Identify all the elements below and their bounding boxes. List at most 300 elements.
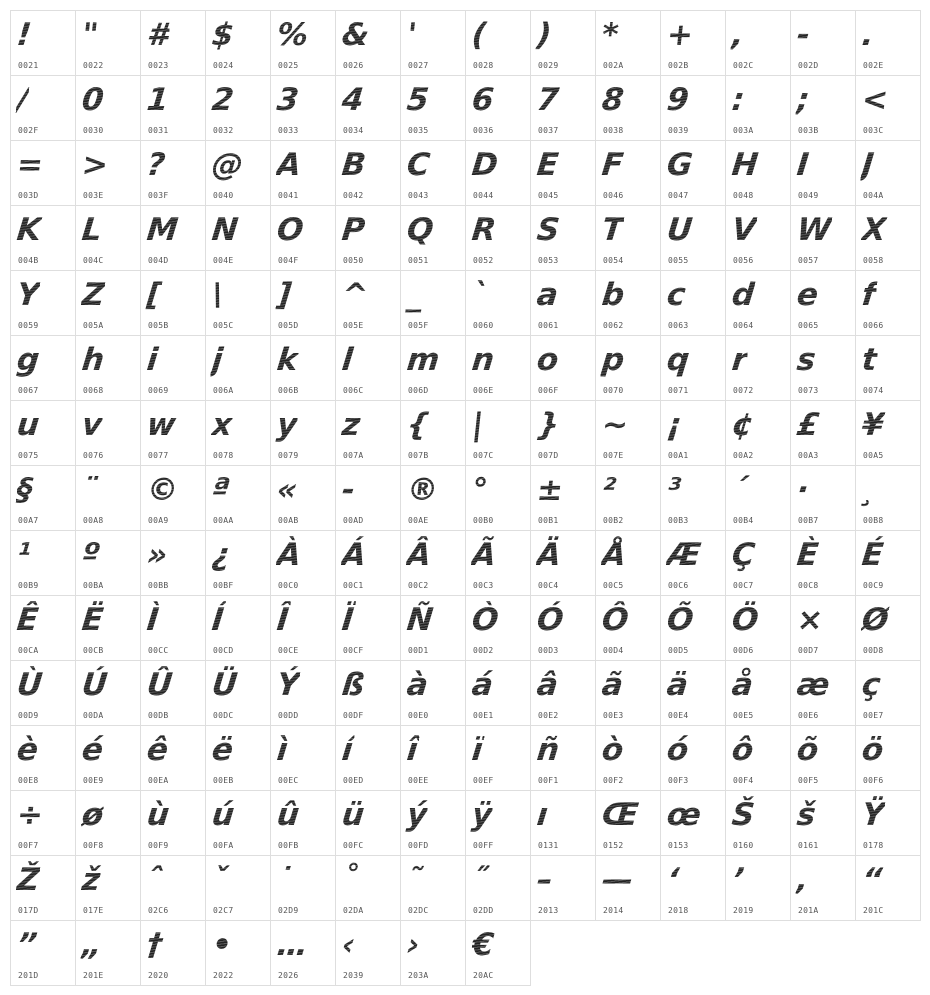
glyph-codepoint: 00D9 [18, 711, 39, 720]
glyph-sample: a [535, 277, 560, 313]
glyph-sample: Ý [275, 667, 302, 703]
glyph-sample: Ÿ [860, 797, 887, 833]
glyph-sample: D [470, 147, 500, 183]
glyph-sample: ˇ [210, 862, 230, 898]
glyph-cell [660, 10, 726, 76]
glyph-codepoint: 006E [473, 386, 494, 395]
glyph-cell [725, 205, 791, 271]
glyph-codepoint: 0051 [408, 256, 429, 265]
glyph-codepoint: 0072 [733, 386, 754, 395]
glyph-codepoint: 004B [18, 256, 39, 265]
glyph-sample: × [795, 602, 825, 638]
glyph-sample: Ú [80, 667, 110, 703]
glyph-cell [140, 530, 206, 596]
glyph-sample: Q [405, 212, 436, 248]
glyph-sample: ë [210, 732, 235, 768]
glyph-sample: 6 [470, 82, 496, 118]
glyph-sample: _ [405, 277, 425, 313]
glyph-codepoint: 0160 [733, 841, 754, 850]
glyph-sample: C [405, 147, 432, 183]
glyph-cell [205, 660, 271, 726]
glyph-cell [140, 790, 206, 856]
glyph-codepoint: 005D [278, 321, 299, 330]
glyph-cell [465, 10, 531, 76]
glyph-cell [790, 400, 856, 466]
glyph-codepoint: 0049 [798, 191, 819, 200]
glyph-codepoint: 007D [538, 451, 559, 460]
glyph-codepoint: 201D [18, 971, 39, 980]
glyph-cell [400, 660, 466, 726]
glyph-codepoint: 2022 [213, 971, 234, 980]
glyph-sample: “ [860, 862, 884, 898]
glyph-codepoint: 00C4 [538, 581, 559, 590]
glyph-codepoint: 00AB [278, 516, 299, 525]
glyph-codepoint: 2019 [733, 906, 754, 915]
glyph-codepoint: 0050 [343, 256, 364, 265]
glyph-cell [75, 530, 141, 596]
glyph-cell [400, 75, 466, 141]
glyph-sample: · [795, 472, 811, 508]
glyph-cell [75, 920, 141, 986]
glyph-codepoint: 00F5 [798, 776, 819, 785]
glyph-cell [335, 595, 401, 661]
glyph-cell [725, 595, 791, 661]
glyph-cell [855, 530, 921, 596]
glyph-sample: / [15, 82, 31, 118]
glyph-codepoint: 00A5 [863, 451, 884, 460]
glyph-codepoint: 0066 [863, 321, 884, 330]
glyph-codepoint: 00CB [83, 646, 104, 655]
glyph-sample: è [15, 732, 40, 768]
glyph-sample: ' [405, 17, 419, 53]
glyph-codepoint: 002B [668, 61, 689, 70]
glyph-sample: ` [470, 277, 490, 313]
glyph-codepoint: 00E3 [603, 711, 624, 720]
glyph-codepoint: 00D3 [538, 646, 559, 655]
glyph-sample: 3 [275, 82, 301, 118]
glyph-codepoint: 0073 [798, 386, 819, 395]
glyph-sample: – [535, 862, 555, 898]
glyph-sample: & [340, 17, 371, 53]
glyph-codepoint: 00FC [343, 841, 364, 850]
glyph-cell [465, 660, 531, 726]
glyph-cell [270, 205, 336, 271]
glyph-cell [140, 465, 206, 531]
glyph-codepoint: 007B [408, 451, 429, 460]
glyph-sample: z [340, 407, 362, 443]
glyph-codepoint: 006F [538, 386, 559, 395]
glyph-codepoint: 00F4 [733, 776, 754, 785]
glyph-cell [790, 140, 856, 206]
glyph-sample: * [600, 17, 621, 53]
glyph-sample: ó [665, 732, 691, 768]
glyph-sample: , [730, 17, 746, 53]
glyph-codepoint: 002F [18, 126, 39, 135]
glyph-codepoint: 0044 [473, 191, 494, 200]
glyph-sample: ß [340, 667, 367, 703]
glyph-sample: Y [15, 277, 42, 313]
glyph-sample: … [275, 927, 310, 963]
glyph-cell [75, 400, 141, 466]
glyph-sample: - [340, 472, 357, 508]
glyph-sample: º [80, 537, 102, 573]
glyph-codepoint: 00C6 [668, 581, 689, 590]
glyph-cell [140, 725, 206, 791]
glyph-codepoint: 00C1 [343, 581, 364, 590]
glyph-cell [530, 270, 596, 336]
glyph-sample: § [15, 472, 35, 508]
glyph-sample: î [405, 732, 420, 768]
glyph-sample: ž [80, 862, 102, 898]
glyph-codepoint: 0071 [668, 386, 689, 395]
glyph-cell [270, 790, 336, 856]
glyph-codepoint: 00D2 [473, 646, 494, 655]
glyph-cell [10, 465, 76, 531]
glyph-sample: + [665, 17, 695, 53]
glyph-codepoint: 00F1 [538, 776, 559, 785]
glyph-sample: T [600, 212, 626, 248]
glyph-sample: Ì [145, 602, 161, 638]
glyph-sample: ý [405, 797, 430, 833]
glyph-sample: K [15, 212, 43, 248]
glyph-sample: ø [80, 797, 106, 833]
glyph-cell [335, 400, 401, 466]
glyph-codepoint: 00CC [148, 646, 169, 655]
glyph-codepoint: 005F [408, 321, 429, 330]
glyph-codepoint: 003C [863, 126, 884, 135]
glyph-codepoint: 201C [863, 906, 884, 915]
glyph-cell [140, 75, 206, 141]
glyph-sample: Û [145, 667, 175, 703]
glyph-sample: ² [600, 472, 618, 508]
glyph-cell [335, 530, 401, 596]
glyph-cell [855, 75, 921, 141]
glyph-sample: ¢ [730, 407, 756, 443]
glyph-codepoint: 0068 [83, 386, 104, 395]
glyph-codepoint: 0152 [603, 841, 624, 850]
glyph-cell [725, 725, 791, 791]
glyph-codepoint: 004D [148, 256, 169, 265]
glyph-cell [205, 400, 271, 466]
glyph-cell [10, 660, 76, 726]
glyph-sample: å [730, 667, 755, 703]
glyph-codepoint: 0033 [278, 126, 299, 135]
glyph-codepoint: 004F [278, 256, 299, 265]
glyph-cell [595, 790, 661, 856]
glyph-sample: © [145, 472, 180, 508]
glyph-sample: ä [665, 667, 690, 703]
glyph-sample: ¸ [860, 472, 880, 508]
glyph-sample: v [80, 407, 105, 443]
glyph-codepoint: 017D [18, 906, 39, 915]
glyph-sample: ı [535, 797, 550, 833]
glyph-codepoint: 0065 [798, 321, 819, 330]
glyph-sample: á [470, 667, 495, 703]
glyph-cell [855, 465, 921, 531]
glyph-cell [530, 790, 596, 856]
glyph-codepoint: 00B1 [538, 516, 559, 525]
glyph-cell [10, 725, 76, 791]
glyph-codepoint: 0038 [603, 126, 624, 135]
glyph-sample: X [860, 212, 888, 248]
glyph-sample: w [145, 407, 178, 443]
glyph-cell [595, 855, 661, 921]
glyph-codepoint: 00F3 [668, 776, 689, 785]
glyph-cell [140, 920, 206, 986]
glyph-sample: ( [470, 17, 489, 53]
glyph-codepoint: 0067 [18, 386, 39, 395]
glyph-codepoint: 0054 [603, 256, 624, 265]
glyph-sample: Â [405, 537, 433, 573]
glyph-sample: % [275, 17, 310, 53]
glyph-cell [790, 335, 856, 401]
glyph-sample: † [145, 927, 165, 963]
glyph-sample: Ù [15, 667, 45, 703]
glyph-cell [335, 725, 401, 791]
glyph-codepoint: 00F7 [18, 841, 39, 850]
glyph-codepoint: 0043 [408, 191, 429, 200]
glyph-sample: r [730, 342, 750, 378]
glyph-codepoint: 0055 [668, 256, 689, 265]
glyph-codepoint: 002E [863, 61, 884, 70]
glyph-codepoint: 00A2 [733, 451, 754, 460]
glyph-codepoint: 0035 [408, 126, 429, 135]
glyph-codepoint: 00B8 [863, 516, 884, 525]
glyph-sample: W [795, 212, 834, 248]
glyph-codepoint: 0056 [733, 256, 754, 265]
glyph-sample: › [405, 927, 422, 963]
glyph-cell [335, 75, 401, 141]
glyph-cell [465, 725, 531, 791]
glyph-codepoint: 0041 [278, 191, 299, 200]
glyph-codepoint: 0076 [83, 451, 104, 460]
glyph-codepoint: 203A [408, 971, 429, 980]
glyph-codepoint: 0032 [213, 126, 234, 135]
glyph-sample: ª [210, 472, 232, 508]
glyph-codepoint: 00B4 [733, 516, 754, 525]
glyph-cell [465, 270, 531, 336]
glyph-codepoint: 00A7 [18, 516, 39, 525]
glyph-cell [270, 465, 336, 531]
glyph-cell [790, 10, 856, 76]
glyph-codepoint: 00C2 [408, 581, 429, 590]
glyph-sample: • [210, 927, 234, 963]
glyph-codepoint: 006A [213, 386, 234, 395]
glyph-codepoint: 0036 [473, 126, 494, 135]
glyph-codepoint: 007A [343, 451, 364, 460]
glyph-codepoint: 0074 [863, 386, 884, 395]
glyph-cell [465, 400, 531, 466]
glyph-codepoint: 02DC [408, 906, 429, 915]
glyph-cell [75, 75, 141, 141]
glyph-codepoint: 00B9 [18, 581, 39, 590]
glyph-codepoint: 00E2 [538, 711, 559, 720]
glyph-cell [75, 595, 141, 661]
glyph-cell [400, 205, 466, 271]
glyph-sample: ˆ [145, 862, 165, 898]
glyph-cell [205, 270, 271, 336]
glyph-codepoint: 004E [213, 256, 234, 265]
glyph-cell [75, 465, 141, 531]
glyph-sample: p [600, 342, 627, 378]
glyph-sample: - [795, 17, 812, 53]
glyph-cell [660, 790, 726, 856]
glyph-cell [595, 270, 661, 336]
glyph-cell [205, 595, 271, 661]
glyph-sample: õ [795, 732, 821, 768]
glyph-cell [790, 205, 856, 271]
glyph-codepoint: 005A [83, 321, 104, 330]
glyph-codepoint: 00E1 [473, 711, 494, 720]
glyph-cell [855, 790, 921, 856]
glyph-cell [75, 140, 141, 206]
glyph-sample: é [80, 732, 105, 768]
glyph-codepoint: 0045 [538, 191, 559, 200]
glyph-cell [205, 725, 271, 791]
glyph-codepoint: 0030 [83, 126, 104, 135]
glyph-codepoint: 201A [798, 906, 819, 915]
glyph-sample: À [275, 537, 303, 573]
glyph-codepoint: 004A [863, 191, 884, 200]
glyph-codepoint: 00BA [83, 581, 104, 590]
glyph-sample: ; [795, 82, 812, 118]
glyph-codepoint: 201E [83, 971, 104, 980]
glyph-cell [725, 855, 791, 921]
glyph-cell [660, 855, 726, 921]
glyph-cell [660, 465, 726, 531]
glyph-cell [75, 335, 141, 401]
glyph-cell [660, 530, 726, 596]
glyph-codepoint: 007E [603, 451, 624, 460]
glyph-sample: æ [795, 667, 832, 703]
glyph-cell [790, 595, 856, 661]
glyph-codepoint: 002A [603, 61, 624, 70]
glyph-codepoint: 00A9 [148, 516, 169, 525]
glyph-sample: s [795, 342, 818, 378]
glyph-codepoint: 00C5 [603, 581, 624, 590]
glyph-sample: Ä [535, 537, 563, 573]
glyph-codepoint: 0047 [668, 191, 689, 200]
glyph-sample: ˝ [470, 862, 490, 898]
glyph-codepoint: 2014 [603, 906, 624, 915]
glyph-sample: ‹ [340, 927, 357, 963]
glyph-cell [595, 400, 661, 466]
glyph-codepoint: 00FA [213, 841, 234, 850]
glyph-sample: O [275, 212, 306, 248]
glyph-cell [530, 855, 596, 921]
glyph-sample: ç [860, 667, 883, 703]
glyph-codepoint: 00D5 [668, 646, 689, 655]
glyph-cell [140, 400, 206, 466]
glyph-codepoint: 0046 [603, 191, 624, 200]
glyph-cell [140, 10, 206, 76]
glyph-cell [400, 790, 466, 856]
glyph-sample: ! [15, 17, 34, 53]
glyph-cell [75, 660, 141, 726]
glyph-cell [205, 205, 271, 271]
glyph-cell [595, 725, 661, 791]
glyph-sample: { [405, 407, 431, 443]
glyph-sample: B [340, 147, 368, 183]
glyph-cell [660, 270, 726, 336]
glyph-cell [400, 465, 466, 531]
glyph-sample: ö [860, 732, 886, 768]
glyph-sample: ^ [340, 277, 370, 313]
glyph-cell [790, 530, 856, 596]
glyph-codepoint: 00EC [278, 776, 299, 785]
glyph-sample: A [275, 147, 303, 183]
glyph-codepoint: 00EA [148, 776, 169, 785]
glyph-codepoint: 0039 [668, 126, 689, 135]
glyph-codepoint: 0061 [538, 321, 559, 330]
glyph-sample: ³ [665, 472, 683, 508]
glyph-codepoint: 0048 [733, 191, 754, 200]
glyph-codepoint: 0077 [148, 451, 169, 460]
glyph-sample: Ï [340, 602, 356, 638]
glyph-cell [855, 140, 921, 206]
glyph-cell [335, 790, 401, 856]
glyph-codepoint: 00CD [213, 646, 234, 655]
glyph-cell [465, 855, 531, 921]
glyph-codepoint: 2026 [278, 971, 299, 980]
glyph-cell [855, 725, 921, 791]
glyph-codepoint: 0064 [733, 321, 754, 330]
glyph-codepoint: 003B [798, 126, 819, 135]
glyph-codepoint: 00CF [343, 646, 364, 655]
glyph-codepoint: 0131 [538, 841, 559, 850]
glyph-sample: 5 [405, 82, 431, 118]
glyph-cell [530, 205, 596, 271]
glyph-codepoint: 00BF [213, 581, 234, 590]
glyph-sample: u [15, 407, 41, 443]
glyph-cell [270, 140, 336, 206]
glyph-sample: } [535, 407, 561, 443]
glyph-codepoint: 0029 [538, 61, 559, 70]
glyph-sample: \ [210, 277, 226, 313]
glyph-sample: Í [210, 602, 226, 638]
glyph-cell [10, 140, 76, 206]
glyph-sample: ì [275, 732, 290, 768]
glyph-codepoint: 2013 [538, 906, 559, 915]
glyph-cell [335, 920, 401, 986]
glyph-codepoint: 02D9 [278, 906, 299, 915]
glyph-codepoint: 004C [83, 256, 104, 265]
glyph-sample: ) [535, 17, 554, 53]
glyph-sample: ‚ [795, 862, 811, 898]
glyph-sample: ˚ [340, 862, 360, 898]
glyph-cell [465, 335, 531, 401]
glyph-cell [855, 400, 921, 466]
glyph-cell [790, 75, 856, 141]
glyph-sample: d [730, 277, 757, 313]
glyph-codepoint: 00E6 [798, 711, 819, 720]
glyph-cell [595, 465, 661, 531]
glyph-cell [335, 270, 401, 336]
glyph-sample: Ö [730, 602, 761, 638]
glyph-sample: ~ [600, 407, 630, 443]
glyph-codepoint: 00E8 [18, 776, 39, 785]
glyph-sample: I [795, 147, 811, 183]
glyph-cell [335, 205, 401, 271]
glyph-codepoint: 005C [213, 321, 234, 330]
glyph-cell [660, 335, 726, 401]
glyph-cell [270, 660, 336, 726]
glyph-codepoint: 0069 [148, 386, 169, 395]
glyph-sample: ” [15, 927, 39, 963]
glyph-codepoint: 00CA [18, 646, 39, 655]
glyph-sample: 1 [145, 82, 171, 118]
glyph-cell [595, 10, 661, 76]
